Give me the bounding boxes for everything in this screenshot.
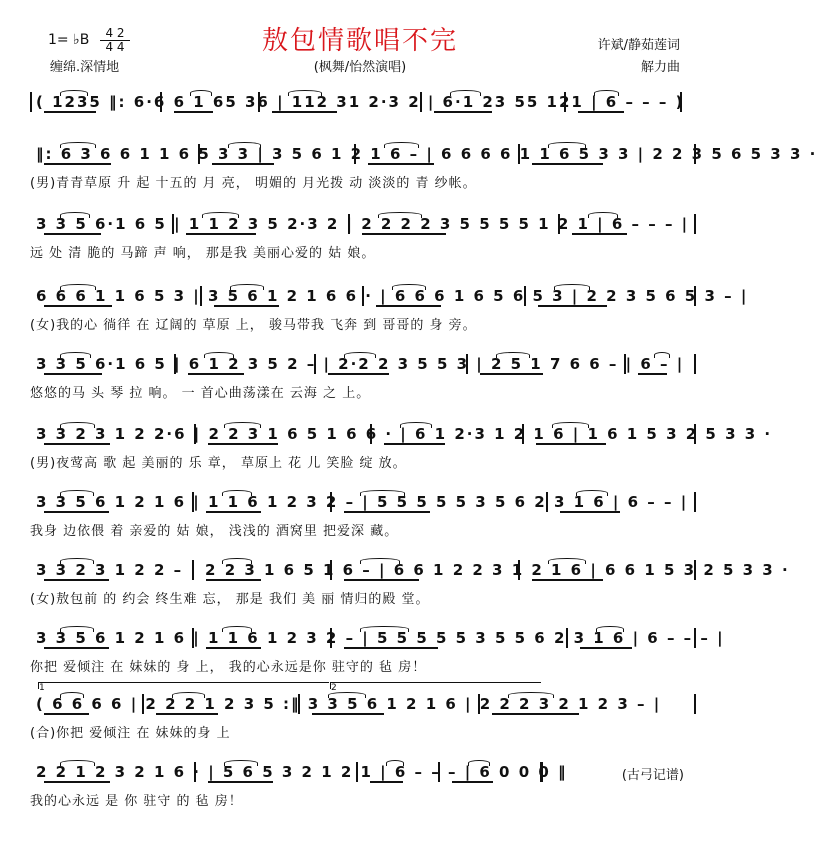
song-title: 敖包情歌唱不完 (261, 26, 458, 56)
lyric-line: (女)敖包前 的 约会 终生难 忘， 那是 我们 美 丽 情归的殿 堂。 (30, 592, 430, 607)
beam-underline (206, 579, 261, 581)
expression-marking: 缠绵.深情地 (50, 60, 120, 75)
beam-underline (538, 305, 607, 307)
beam-underline (44, 647, 109, 649)
slur (594, 90, 619, 96)
beam-underline (312, 713, 384, 715)
beam-underline (44, 163, 111, 165)
slur (60, 90, 88, 96)
slur (496, 352, 530, 358)
slur (554, 284, 590, 290)
beam-underline (480, 373, 543, 375)
score-system-4 (30, 282, 749, 333)
slur (60, 626, 94, 632)
slur (60, 422, 95, 428)
slur (360, 626, 409, 632)
slur (60, 558, 94, 564)
slur (508, 692, 554, 698)
beam-underline (532, 163, 603, 165)
beam-underline (44, 713, 89, 715)
slur (60, 212, 90, 218)
score-system-11 (30, 758, 696, 808)
beam-underline (492, 713, 579, 715)
slur (222, 490, 252, 496)
lyric-line: 我身 边依偎 着 亲爱的 姑 娘， 浅浅的 酒窝里 把爱深 藏。 (30, 524, 399, 539)
beam-underline (214, 305, 279, 307)
slur (392, 284, 426, 290)
volta-bracket: 2 (330, 682, 541, 689)
beam-underline (44, 443, 110, 445)
slur (654, 352, 670, 358)
slur (228, 142, 261, 148)
notation-line: 2 2 1 2 3 2 1 6 · | 5 6 5 3 2 1 2 1 | 6 – – – | 6 0 0 0 ‖ (36, 763, 568, 781)
score-system-3 (30, 210, 696, 260)
time-signature-bottom: 4 4 (105, 40, 125, 54)
score-system-6 (30, 420, 773, 471)
score-system-2 (30, 140, 817, 191)
beam-underline (536, 443, 606, 445)
notation-line: ‖: 6 3 6 6 1 1 6 5 3 3 | 3 5 6 1 2 1 6 – | 6 6 6 6 1 1 6 5 3 3 | 2 2 3 5 6 5 3 3 · (36, 145, 817, 163)
notation-line: 3 3 5 6·1 6 5 | 1 1 2 3 5 2·3 2 | 2 2 2 2 3 5 5 5 5 1 2 1 | 6 – – – | (36, 215, 690, 233)
slur (172, 692, 205, 698)
beam-underline (452, 781, 493, 783)
slur (288, 90, 322, 96)
score-system-1 (30, 88, 696, 138)
beam-underline (156, 713, 218, 715)
beam-underline (344, 579, 419, 581)
transcriber-credit: (古弓记谱) (621, 768, 684, 783)
beam-underline (212, 163, 274, 165)
beam-underline (206, 647, 261, 649)
lyric-line: (女)我的心 徜徉 在 辽阔的 草原 上， 骏马带我 飞奔 到 哥哥的 身 旁。 (30, 318, 477, 333)
lyric-line: 远 处 清 脆的 马蹄 声 响， 那是我 美丽心爱的 姑 娘。 (30, 246, 376, 261)
notation-line: 3 3 5 6·1 6 5 | 6 1 2 3 5 2 – | 2·2 2 3 5 5 3 | 2 5 1 7 6 6 – | 6 – | (36, 355, 685, 373)
beam-underline (44, 233, 101, 235)
slur (344, 352, 376, 358)
key-signature: 1= ♭B (48, 32, 90, 48)
beam-underline (44, 781, 110, 783)
lyric-line: (男)夜莺高 歌 起 美丽的 乐 章， 草原上 花 儿 笑脸 绽 放。 (30, 456, 407, 471)
slur (230, 284, 264, 290)
beam-underline (174, 111, 213, 113)
slur (548, 142, 586, 148)
beam-underline (362, 233, 446, 235)
beam-underline (560, 511, 620, 513)
beam-underline (578, 111, 624, 113)
slur (60, 352, 91, 358)
beam-underline (580, 647, 632, 649)
beam-underline (434, 111, 492, 113)
lyric-line: 悠悠的马 头 琴 拉 响。 一 首心曲荡漾在 云海 之 上。 (30, 386, 371, 401)
slur (224, 760, 258, 766)
beam-underline (44, 111, 96, 113)
slur (552, 422, 589, 428)
beam-underline (44, 579, 109, 581)
slur (450, 90, 481, 96)
beam-underline (44, 511, 109, 513)
notation-line: 3 3 5 6 1 2 1 6 | 1 1 6 1 2 3 2 – | 5 5 5 5 5 3 5 6 2 3 1 6 | 6 – – | (36, 493, 689, 511)
beam-underline (384, 443, 445, 445)
volta-bracket: 1 (38, 682, 329, 689)
beam-underline (532, 579, 603, 581)
beam-underline (572, 233, 627, 235)
slur (384, 142, 419, 148)
beam-underline (208, 781, 273, 783)
beam-underline (44, 373, 102, 375)
slur (60, 490, 94, 496)
beam-underline (344, 647, 438, 649)
composer-credit: 解力曲 (640, 60, 680, 75)
beam-underline (186, 233, 256, 235)
beam-underline (188, 373, 244, 375)
lyric-line: (合)你把 爱倾注 在 妹妹的身 上 (30, 726, 231, 741)
slur (60, 692, 84, 698)
beam-underline (638, 373, 667, 375)
slur (400, 422, 432, 428)
slur (386, 760, 404, 766)
slur (576, 490, 608, 496)
slur (360, 558, 400, 564)
notation-line: 3 3 2 3 1 2 2·6 | 2 2 3 1 6 5 1 6 6 · | 6 1 2·3 1 2 1 6 | 1 6 1 5 3 2 5 3 3 · (36, 425, 773, 443)
beam-underline (370, 781, 403, 783)
slur (596, 626, 624, 632)
lyricist-credit: 许斌/静茹莲词 (597, 38, 680, 53)
time-signature-top: 4 2 (105, 26, 125, 40)
beam-underline (272, 111, 337, 113)
beam-underline (344, 511, 430, 513)
beam-underline (328, 373, 389, 375)
slur (204, 352, 234, 358)
notation-line: 6 6 6 1 1 6 5 3 | 3 5 6 1 2 1 6 6 · | 6 6 6 1 6 5 6 5 3 | 2 2 3 5 6 5 3 – | (36, 287, 749, 305)
slur (222, 558, 252, 564)
singers-credit: (枫舞/怡然演唱) (313, 60, 407, 75)
beam-underline (44, 305, 112, 307)
beam-underline (208, 443, 278, 445)
slur (60, 142, 96, 148)
lyric-line: 你把 爱倾注 在 妹妹的 身 上， 我的心永远是你 驻守的 毡 房！ (30, 660, 427, 675)
score-system-7 (30, 488, 696, 538)
score-system-9 (30, 624, 725, 675)
slur (360, 490, 405, 496)
slur (60, 284, 96, 290)
slur (202, 212, 239, 218)
score-system-10 (30, 683, 696, 741)
slur (224, 422, 261, 428)
notation-line: ( 6 6 6 6 | 2 2 2 1 2 3 5 :‖ 3 3 5 6 1 2 1 6 | 2 2 2 3 2 1 2 3 – | (36, 695, 662, 713)
slur (548, 558, 586, 564)
slur (588, 212, 618, 218)
slur (190, 90, 212, 96)
lyric-line: (男)青青草原 升 起 十五的 月 亮， 明媚的 月光拨 动 淡淡的 青 纱帐。 (30, 176, 477, 191)
beam-underline (368, 163, 434, 165)
notation-line: 3 3 5 6 1 2 1 6 | 1 1 6 1 2 3 2 – | 5 5 5 5 5 3 5 5 6 2 3 1 6 | 6 – – – | (36, 629, 725, 647)
score-system-8 (30, 556, 790, 607)
slur (378, 212, 422, 218)
beam-underline (206, 511, 261, 513)
slur (468, 760, 490, 766)
slur (60, 760, 95, 766)
notation-line: 3 3 2 3 1 2 2 – | 2 2 3 1 6 5 1 6 – | 6 6 1 2 2 3 1 2 1 6 | 6 6 1 5 3 2 5 3 3 · (36, 561, 790, 579)
lyric-line: 我的心永远 是 你 驻守 的 毡 房！ (30, 794, 243, 809)
beam-underline (376, 305, 441, 307)
score-system-5 (30, 350, 696, 400)
slur (222, 626, 252, 632)
notation-line: ( 1235 ‖: 6·6 6 1 65 36 | 112 31 2·3 2 | 6·1 23 55 121 | 6 – – – ) (36, 93, 685, 111)
